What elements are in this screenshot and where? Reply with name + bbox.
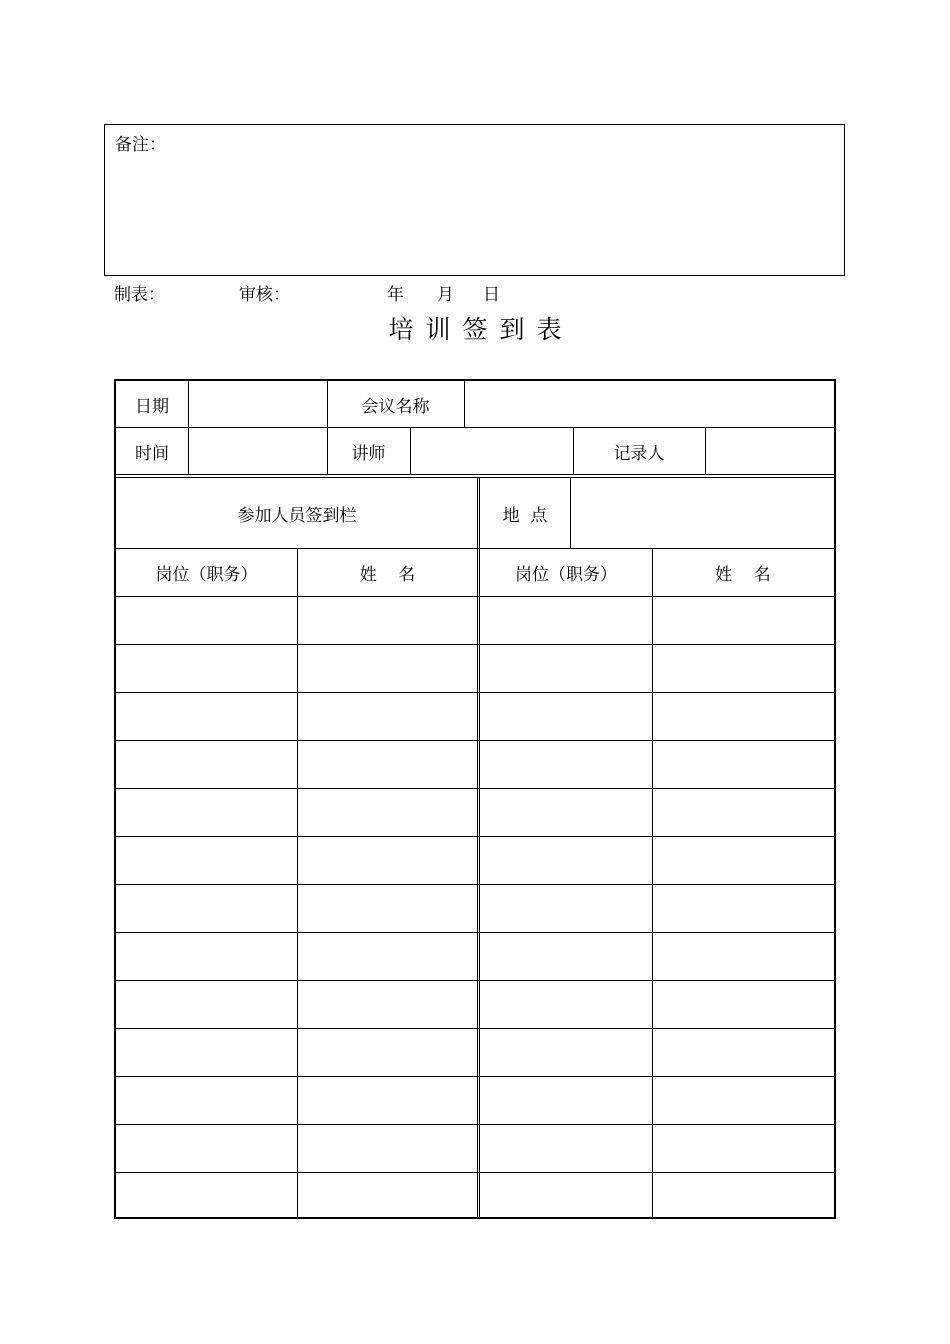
table-cell[interactable] [652, 1029, 834, 1076]
table-cell[interactable] [116, 597, 297, 644]
location-label: 地 点 [502, 505, 548, 526]
table-cell[interactable] [297, 597, 478, 644]
day-label: 日 [483, 285, 500, 305]
made-by-label: 制表： [114, 285, 165, 305]
rule [116, 548, 834, 549]
rule [116, 474, 834, 475]
table-cell[interactable] [652, 693, 834, 740]
table-cell[interactable] [297, 789, 478, 836]
table-cell[interactable] [297, 645, 478, 692]
col-position-1: 岗位（职务） [155, 565, 258, 585]
rule [327, 381, 328, 474]
meeting-name-field[interactable] [464, 381, 834, 427]
table-cell[interactable] [480, 885, 652, 932]
table-cell[interactable] [480, 933, 652, 980]
table-cell[interactable] [297, 981, 478, 1028]
table-cell[interactable] [652, 1077, 834, 1124]
time-label: 时间 [135, 443, 169, 464]
rule [116, 477, 834, 478]
page-title: 培训签到表 [388, 315, 574, 344]
table-cell[interactable] [297, 1029, 478, 1076]
table-cell[interactable] [116, 837, 297, 884]
table-cell[interactable] [116, 741, 297, 788]
table-cell[interactable] [652, 1125, 834, 1172]
table-cell[interactable] [297, 741, 478, 788]
table-cell[interactable] [297, 837, 478, 884]
time-field[interactable] [188, 428, 327, 474]
table-cell[interactable] [480, 645, 652, 692]
rule [705, 427, 706, 474]
recorder-label: 记录人 [613, 443, 665, 464]
recorder-field[interactable] [705, 428, 834, 474]
signin-section-label: 参加人员签到栏 [237, 505, 357, 526]
meeting-name-label: 会议名称 [361, 396, 430, 417]
col-name-1: 姓 名 [359, 565, 416, 585]
table-cell[interactable] [652, 1173, 834, 1220]
table-cell[interactable] [652, 645, 834, 692]
table-cell[interactable] [297, 693, 478, 740]
year-label: 年 [387, 285, 404, 305]
table-cell[interactable] [116, 1077, 297, 1124]
table-cell[interactable] [480, 837, 652, 884]
table-cell[interactable] [480, 981, 652, 1028]
table-cell[interactable] [116, 645, 297, 692]
table-cell[interactable] [652, 837, 834, 884]
table-cell[interactable] [480, 1173, 652, 1220]
col-position-2: 岗位（职务） [515, 565, 617, 585]
table-cell[interactable] [480, 1125, 652, 1172]
table-cell[interactable] [297, 1173, 478, 1220]
lecturer-label: 讲师 [351, 443, 386, 464]
reviewed-by-label: 审核： [239, 285, 290, 305]
table-cell[interactable] [116, 789, 297, 836]
rule [570, 477, 571, 548]
table-cell[interactable] [116, 1029, 297, 1076]
table-cell[interactable] [116, 1125, 297, 1172]
table-cell[interactable] [480, 1077, 652, 1124]
table-cell[interactable] [652, 933, 834, 980]
rule [410, 427, 411, 474]
table-cell[interactable] [480, 741, 652, 788]
table-cell[interactable] [297, 1077, 478, 1124]
table-cell[interactable] [652, 741, 834, 788]
table-cell[interactable] [480, 1029, 652, 1076]
date-field[interactable] [188, 381, 327, 427]
table-cell[interactable] [116, 693, 297, 740]
date-label: 日期 [135, 396, 169, 417]
table-cell[interactable] [652, 597, 834, 644]
month-label: 月 [437, 285, 454, 305]
notes-box[interactable] [104, 124, 845, 276]
table-cell[interactable] [652, 981, 834, 1028]
table-cell[interactable] [480, 789, 652, 836]
table-cell[interactable] [116, 1173, 297, 1220]
table-cell[interactable] [652, 789, 834, 836]
col-name-2: 姓 名 [715, 565, 771, 585]
table-cell[interactable] [116, 981, 297, 1028]
rule [573, 427, 574, 474]
lecturer-field[interactable] [410, 428, 573, 474]
location-field[interactable] [570, 478, 834, 548]
table-cell[interactable] [652, 885, 834, 932]
rule [464, 381, 465, 427]
signin-form [114, 379, 836, 1219]
rule [116, 427, 834, 428]
table-cell[interactable] [480, 597, 652, 644]
table-cell[interactable] [116, 885, 297, 932]
table-cell[interactable] [297, 1125, 478, 1172]
notes-label: 备注： [115, 135, 166, 155]
table-cell[interactable] [480, 693, 652, 740]
table-cell[interactable] [116, 933, 297, 980]
table-cell[interactable] [297, 885, 478, 932]
rule [188, 381, 189, 474]
table-cell[interactable] [297, 933, 478, 980]
